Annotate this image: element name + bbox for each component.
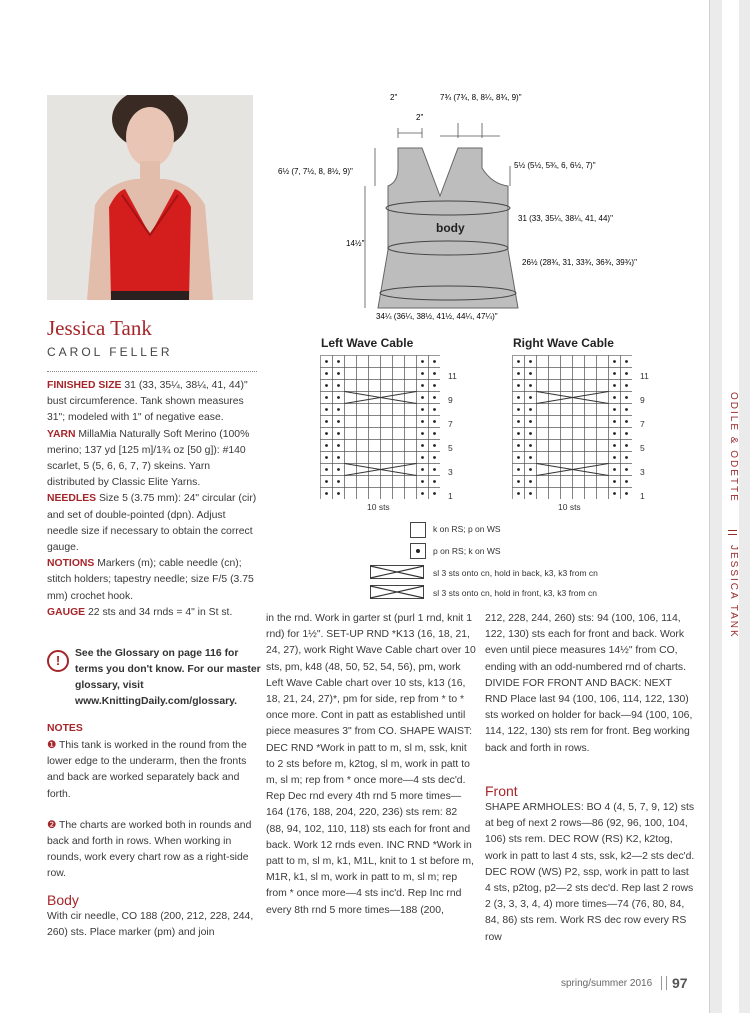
purl-dot xyxy=(625,432,628,435)
purl-dot xyxy=(613,408,616,411)
chart-cell xyxy=(561,404,573,416)
chart-cell xyxy=(345,452,357,464)
chart-cell xyxy=(537,440,549,452)
chart-cell xyxy=(597,380,609,392)
chart-cell xyxy=(345,428,357,440)
purl-dot xyxy=(325,420,328,423)
chart-cell xyxy=(393,428,405,440)
purl-dot xyxy=(613,432,616,435)
chart-cell xyxy=(345,404,357,416)
purl-dot xyxy=(337,432,340,435)
chart-cell xyxy=(549,488,561,500)
spec-gauge: GAUGE 22 sts and 34 rnds = 4" in St st. xyxy=(47,606,233,618)
rail-pattern-label: JESSICA TANK xyxy=(728,545,739,639)
chart-cell xyxy=(369,452,381,464)
chart-cell xyxy=(585,428,597,440)
chart-cell xyxy=(573,416,585,428)
purl-dot xyxy=(613,456,616,459)
purl-dot xyxy=(613,480,616,483)
chart-cell xyxy=(585,356,597,368)
chart-cell xyxy=(573,440,585,452)
chart-cell xyxy=(357,368,369,380)
purl-dot xyxy=(337,372,340,375)
notes-list xyxy=(47,738,257,883)
front-heading: Front xyxy=(485,783,518,799)
purl-dot xyxy=(625,480,628,483)
left-chart-footer: 10 sts xyxy=(367,502,390,512)
chart-cell xyxy=(561,368,573,380)
chart-cell xyxy=(537,404,549,416)
right-chart-footer: 10 sts xyxy=(558,502,581,512)
chart-cell xyxy=(357,428,369,440)
legend-front-cross-swatch xyxy=(370,585,424,599)
purl-dot xyxy=(517,480,520,483)
purl-dot xyxy=(433,408,436,411)
chart-cell xyxy=(393,440,405,452)
purl-dot xyxy=(529,444,532,447)
left-chart-title: Left Wave Cable xyxy=(321,336,414,350)
spec-needles: NEEDLES Size 5 (3.75 mm): 24" circular (cir) and set of double-pointed (dpn). Adjust needle size if necessary to obtain the correct gauge. xyxy=(47,493,257,554)
chart-cell xyxy=(381,416,393,428)
chart-cell xyxy=(345,356,357,368)
chart-cell xyxy=(537,452,549,464)
spec-notions: NOTIONS Markers (m); cable needle (cn); stitch holders; tapestry needle; size F/5 (3.75 mm) crochet hook. xyxy=(47,558,254,602)
chart-cell xyxy=(345,380,357,392)
chart-cell xyxy=(585,368,597,380)
purl-dot xyxy=(613,444,616,447)
chart-cell xyxy=(573,404,585,416)
purl-dot xyxy=(325,372,328,375)
purl-dot xyxy=(433,360,436,363)
left-chart xyxy=(320,355,440,499)
dim-bust: 31 (33, 35¼, 38¼, 41, 44)" xyxy=(518,214,613,223)
chart-cell xyxy=(537,428,549,440)
rail-section-label: ODILE & ODETTE xyxy=(728,392,739,503)
right-chart-title: Right Wave Cable xyxy=(513,336,614,350)
designer-name: CAROL FELLER xyxy=(47,345,173,359)
purl-dot xyxy=(337,408,340,411)
purl-dot xyxy=(421,444,424,447)
chart-cell xyxy=(597,476,609,488)
purl-dot xyxy=(337,384,340,387)
dim-length: 14½" xyxy=(346,239,365,248)
chart-cell xyxy=(357,476,369,488)
purl-dot xyxy=(529,492,532,495)
purl-dot xyxy=(613,384,616,387)
chart-cell xyxy=(561,476,573,488)
purl-dot xyxy=(625,444,628,447)
purl-dot xyxy=(433,492,436,495)
purl-dot xyxy=(325,468,328,471)
page-number: 97 xyxy=(672,975,688,991)
body-text: With cir needle, CO 188 (200, 212, 228, 244, 260) sts. Place marker (pm) and join xyxy=(47,911,254,939)
purl-dot xyxy=(421,492,424,495)
chart-cell xyxy=(573,428,585,440)
chart-cell xyxy=(549,440,561,452)
chart-cell xyxy=(345,476,357,488)
purl-dot xyxy=(325,432,328,435)
purl-dot xyxy=(517,492,520,495)
purl-dot xyxy=(325,360,328,363)
chart-cell xyxy=(597,440,609,452)
purl-dot xyxy=(421,360,424,363)
purl-dot xyxy=(625,468,628,471)
dim-waist: 26½ (28¾, 31, 33¾, 36¾, 39¾)" xyxy=(522,258,637,267)
dim-top: 2" xyxy=(390,93,398,102)
chart-cell xyxy=(585,404,597,416)
chart-cell xyxy=(393,476,405,488)
body-schematic xyxy=(270,88,700,328)
chart-cell xyxy=(393,380,405,392)
info-icon: ! xyxy=(47,650,69,672)
purl-dot xyxy=(517,384,520,387)
purl-dot xyxy=(529,396,532,399)
body-heading: Body xyxy=(47,892,79,908)
purl-dot xyxy=(433,420,436,423)
purl-dot xyxy=(421,480,424,483)
chart-cell xyxy=(597,368,609,380)
chart-cell xyxy=(345,368,357,380)
chart-cell xyxy=(549,368,561,380)
legend-back-cross-swatch xyxy=(370,565,424,579)
chart-cell xyxy=(585,488,597,500)
chart-cell xyxy=(369,428,381,440)
rail-divider xyxy=(728,530,737,531)
purl-dot xyxy=(517,432,520,435)
chart-cell xyxy=(549,416,561,428)
chart-cell xyxy=(549,476,561,488)
issue-label: spring/summer 2016 xyxy=(561,978,653,989)
purl-dot xyxy=(325,480,328,483)
legend-purl-swatch xyxy=(410,543,426,559)
purl-dot xyxy=(613,360,616,363)
chart-cell xyxy=(345,440,357,452)
chart-cell xyxy=(405,368,417,380)
purl-dot xyxy=(529,408,532,411)
chart-cell xyxy=(573,356,585,368)
chart-cell xyxy=(537,356,549,368)
purl-dot xyxy=(433,456,436,459)
chart-cell xyxy=(357,452,369,464)
legend-front-cross: sl 3 sts onto cn, hold in front, k3, k3 from cn xyxy=(433,588,597,598)
purl-dot xyxy=(337,492,340,495)
purl-dot xyxy=(433,468,436,471)
folio-divider xyxy=(661,976,667,990)
legend-knit-swatch xyxy=(410,522,426,538)
chart-cell xyxy=(561,356,573,368)
purl-dot xyxy=(517,420,520,423)
chart-cell xyxy=(345,488,357,500)
chart-cell xyxy=(393,368,405,380)
chart-cell xyxy=(357,404,369,416)
purl-dot xyxy=(625,492,628,495)
chart-cell xyxy=(585,452,597,464)
chart-cell xyxy=(597,416,609,428)
purl-dot xyxy=(613,420,616,423)
chart-cell xyxy=(537,416,549,428)
chart-cell xyxy=(369,416,381,428)
chart-cell xyxy=(357,488,369,500)
chart-cell xyxy=(381,428,393,440)
chart-cell xyxy=(585,416,597,428)
rail-divider xyxy=(728,534,737,535)
chart-cell xyxy=(561,428,573,440)
instructions-column-3: 212, 228, 244, 260) sts: 94 (100, 106, 114, 122, 130) sts each for front and back. Work even until piece measures 14½" from CO, ending with an odd-numbered rnd of charts. DIVIDE FOR FRONT AND BACK: NEXT RND Place last 94 (100, 106, 114, 122, 130) sts worked on holder for back—94 (100, 106, 114, 122, 130) sts rem for front. Beg working back and forth in rows. xyxy=(485,613,693,754)
spec-yarn: YARN MillaMia Naturally Soft Merino (100% merino; 137 yd [125 m]/1¾ oz [50 g]): #140 scarlet, 5 (5, 6, 6, 7, 7) skeins. Yarn distributed by Classic Elite Yarns. xyxy=(47,428,250,489)
chart-cell xyxy=(405,452,417,464)
chart-cell xyxy=(393,356,405,368)
chart-cell xyxy=(369,380,381,392)
purl-dot xyxy=(625,456,628,459)
purl-dot xyxy=(433,444,436,447)
chart-cell xyxy=(381,368,393,380)
dim-neck-width: 7¾ (7¾, 8, 8¼, 8¾, 9)" xyxy=(440,93,522,102)
purl-dot xyxy=(625,360,628,363)
legend-back-cross: sl 3 sts onto cn, hold in back, k3, k3 from cn xyxy=(433,568,598,578)
purl-dot xyxy=(529,480,532,483)
schematic-label: body xyxy=(436,221,465,235)
chart-cell xyxy=(405,404,417,416)
chart-cell xyxy=(369,440,381,452)
purl-dot xyxy=(337,360,340,363)
chart-cell xyxy=(537,476,549,488)
purl-dot xyxy=(625,420,628,423)
chart-cell xyxy=(573,452,585,464)
purl-dot xyxy=(517,456,520,459)
divider xyxy=(47,371,257,372)
purl-dot xyxy=(529,420,532,423)
chart-cell xyxy=(405,356,417,368)
chart-cell xyxy=(369,356,381,368)
purl-dot xyxy=(337,420,340,423)
purl-dot xyxy=(529,360,532,363)
chart-cell xyxy=(597,452,609,464)
note-item: ❷ The charts are worked both in rounds and back and forth in rows. When working in rounds, work every chart row as a right-side row. xyxy=(47,819,252,880)
chart-cell xyxy=(597,488,609,500)
dim-armhole-left: 6½ (7, 7½, 8, 8½, 9)" xyxy=(278,167,353,176)
purl-dot xyxy=(421,468,424,471)
chart-cell xyxy=(597,428,609,440)
purl-dot xyxy=(337,480,340,483)
chart-cell xyxy=(393,404,405,416)
chart-cell xyxy=(381,452,393,464)
chart-cell xyxy=(381,380,393,392)
purl-dot xyxy=(529,432,532,435)
chart-cell xyxy=(549,428,561,440)
purl-dot xyxy=(625,396,628,399)
purl-dot xyxy=(517,468,520,471)
purl-dot xyxy=(421,396,424,399)
purl-dot xyxy=(433,432,436,435)
chart-cell xyxy=(585,476,597,488)
purl-dot xyxy=(325,384,328,387)
purl-dot xyxy=(433,384,436,387)
chart-cell xyxy=(369,488,381,500)
purl-dot xyxy=(433,480,436,483)
purl-dot xyxy=(325,444,328,447)
chart-cell xyxy=(357,416,369,428)
chart-cell xyxy=(405,440,417,452)
chart-cell xyxy=(561,416,573,428)
front-text: SHAPE ARMHOLES: BO 4 (4, 5, 7, 9, 12) sts at beg of next 2 rows—86 (92, 96, 100, 104, 106) sts rem. DEC ROW (RS) K2, k2tog, work in patt to last 4 sts, ssk, k2—2 sts dec'd. DEC ROW (WS) P2, ssp, work in patt to last 4 sts, p2tog, p2—2 sts dec'd. Rep last 2 rows 2 (3, 3, 3, 4, 4) more times—74 (76, 80, 84, 84, 86) sts rem. Work RS dec row every RS row xyxy=(485,802,695,943)
purl-dot xyxy=(337,396,340,399)
purl-dot xyxy=(337,468,340,471)
glossary-text[interactable]: See the Glossary on page 116 for terms you don't know. For our master glossary, visit www.KnittingDaily.com/glossary. xyxy=(75,648,261,707)
purl-dot xyxy=(517,360,520,363)
chart-cell xyxy=(381,356,393,368)
purl-dot xyxy=(625,408,628,411)
legend-knit: k on RS; p on WS xyxy=(433,524,501,534)
chart-cell xyxy=(561,380,573,392)
purl-dot xyxy=(325,492,328,495)
chart-cell xyxy=(369,404,381,416)
chart-cell xyxy=(549,356,561,368)
purl-dot xyxy=(625,372,628,375)
chart-cell xyxy=(369,476,381,488)
section-rail xyxy=(709,0,750,1013)
chart-cell xyxy=(393,416,405,428)
chart-cell xyxy=(585,380,597,392)
chart-cell xyxy=(597,356,609,368)
purl-dot xyxy=(613,372,616,375)
purl-dot xyxy=(421,384,424,387)
chart-cell xyxy=(393,488,405,500)
purl-dot xyxy=(421,456,424,459)
chart-cell xyxy=(573,488,585,500)
chart-cell xyxy=(345,416,357,428)
chart-cell xyxy=(561,440,573,452)
chart-cell xyxy=(405,416,417,428)
chart-cell xyxy=(381,488,393,500)
dim-hem: 34¼ (36¼, 38½, 41½, 44¼, 47¼)" xyxy=(376,312,498,321)
chart-cell xyxy=(537,488,549,500)
chart-cell xyxy=(405,428,417,440)
purl-dot xyxy=(433,396,436,399)
purl-dot xyxy=(337,444,340,447)
model-photo xyxy=(47,95,253,300)
chart-cell xyxy=(357,380,369,392)
chart-cell xyxy=(357,440,369,452)
purl-dot xyxy=(517,444,520,447)
chart-cell xyxy=(357,356,369,368)
chart-cell xyxy=(405,380,417,392)
chart-cell xyxy=(561,488,573,500)
purl-dot xyxy=(517,396,520,399)
purl-dot xyxy=(421,372,424,375)
chart-cell xyxy=(369,368,381,380)
dim-neck-depth: 2" xyxy=(416,113,424,122)
dim-armhole-right: 5½ (5½, 5¾, 6, 6½, 7)" xyxy=(514,161,596,170)
chart-cell xyxy=(537,368,549,380)
chart-cell xyxy=(549,404,561,416)
chart-cell xyxy=(537,380,549,392)
purl-dot xyxy=(421,408,424,411)
chart-cell xyxy=(405,488,417,500)
legend-purl: p on RS; k on WS xyxy=(433,546,501,556)
purl-dot xyxy=(325,396,328,399)
purl-dot xyxy=(613,468,616,471)
notes-heading: NOTES xyxy=(47,723,83,734)
purl-dot xyxy=(337,456,340,459)
chart-cell xyxy=(405,476,417,488)
chart-cell xyxy=(549,380,561,392)
chart-cell xyxy=(585,440,597,452)
purl-dot xyxy=(325,456,328,459)
purl-dot xyxy=(529,468,532,471)
purl-dot xyxy=(421,420,424,423)
purl-dot xyxy=(517,372,520,375)
instructions-column-2: in the rnd. Work in garter st (purl 1 rnd, knit 1 rnd) for 1½". SET-UP RND *K13 (16, 18, 21, 24, 27), work Right Wave Cable chart over 10 sts, pm, k48 (48, 50, 52, 54, 56), pm, work Left Wave Cable chart over 10 sts, k13 (16, 18, 21, 24, 27)*, pm for side, rep from * to * once more. Cont in patt as established until piece measures 3" from CO. SHAPE WAIST: DEC RND *Work in patt to m, sl m, ssk, knit to 2 sts before m, k2tog, sl m, work in patt to m, sl m; rep from * once more—4 sts dec'd. Rep Dec rnd every 4th rnd 5 more times—164 (176, 188, 204, 220, 236) sts rem: 82 (88, 94, 102, 110, 118) sts each for front and back. Work 12 rnds even. INC RND *Work in patt to m, sl m, k1, M1L, knit to 1 st before m, M1R, k1, sl m, work in patt to m, sl m; rep from * once more—4 sts inc'd. Rep Inc rnd every 8th rnd 5 more times—188 (200, xyxy=(266,613,476,916)
purl-dot xyxy=(529,384,532,387)
purl-dot xyxy=(613,396,616,399)
chart-cell xyxy=(381,440,393,452)
purl-dot xyxy=(325,408,328,411)
purl-dot xyxy=(613,492,616,495)
purl-dot xyxy=(529,372,532,375)
purl-dot xyxy=(421,432,424,435)
chart-cell xyxy=(381,404,393,416)
spec-finished-size: FINISHED SIZE 31 (33, 35¼, 38¼, 41, 44)" bust circumference. Tank shown measures 31"; modeled with 1" of negative ease. xyxy=(47,380,248,424)
chart-cell xyxy=(597,404,609,416)
specs-block xyxy=(47,378,259,621)
note-item: ❶ This tank is worked in the round from the lower edge to the underarm, then the fronts and back are worked separately back and forth. xyxy=(47,740,247,800)
purl-dot xyxy=(517,408,520,411)
pattern-title: Jessica Tank xyxy=(47,316,152,340)
chart-cell xyxy=(573,380,585,392)
right-chart xyxy=(512,355,632,499)
purl-dot xyxy=(529,456,532,459)
purl-dot xyxy=(433,372,436,375)
chart-cell xyxy=(393,452,405,464)
chart-cell xyxy=(381,476,393,488)
purl-dot xyxy=(625,384,628,387)
chart-cell xyxy=(549,452,561,464)
chart-cell xyxy=(561,452,573,464)
chart-cell xyxy=(573,368,585,380)
chart-cell xyxy=(573,476,585,488)
